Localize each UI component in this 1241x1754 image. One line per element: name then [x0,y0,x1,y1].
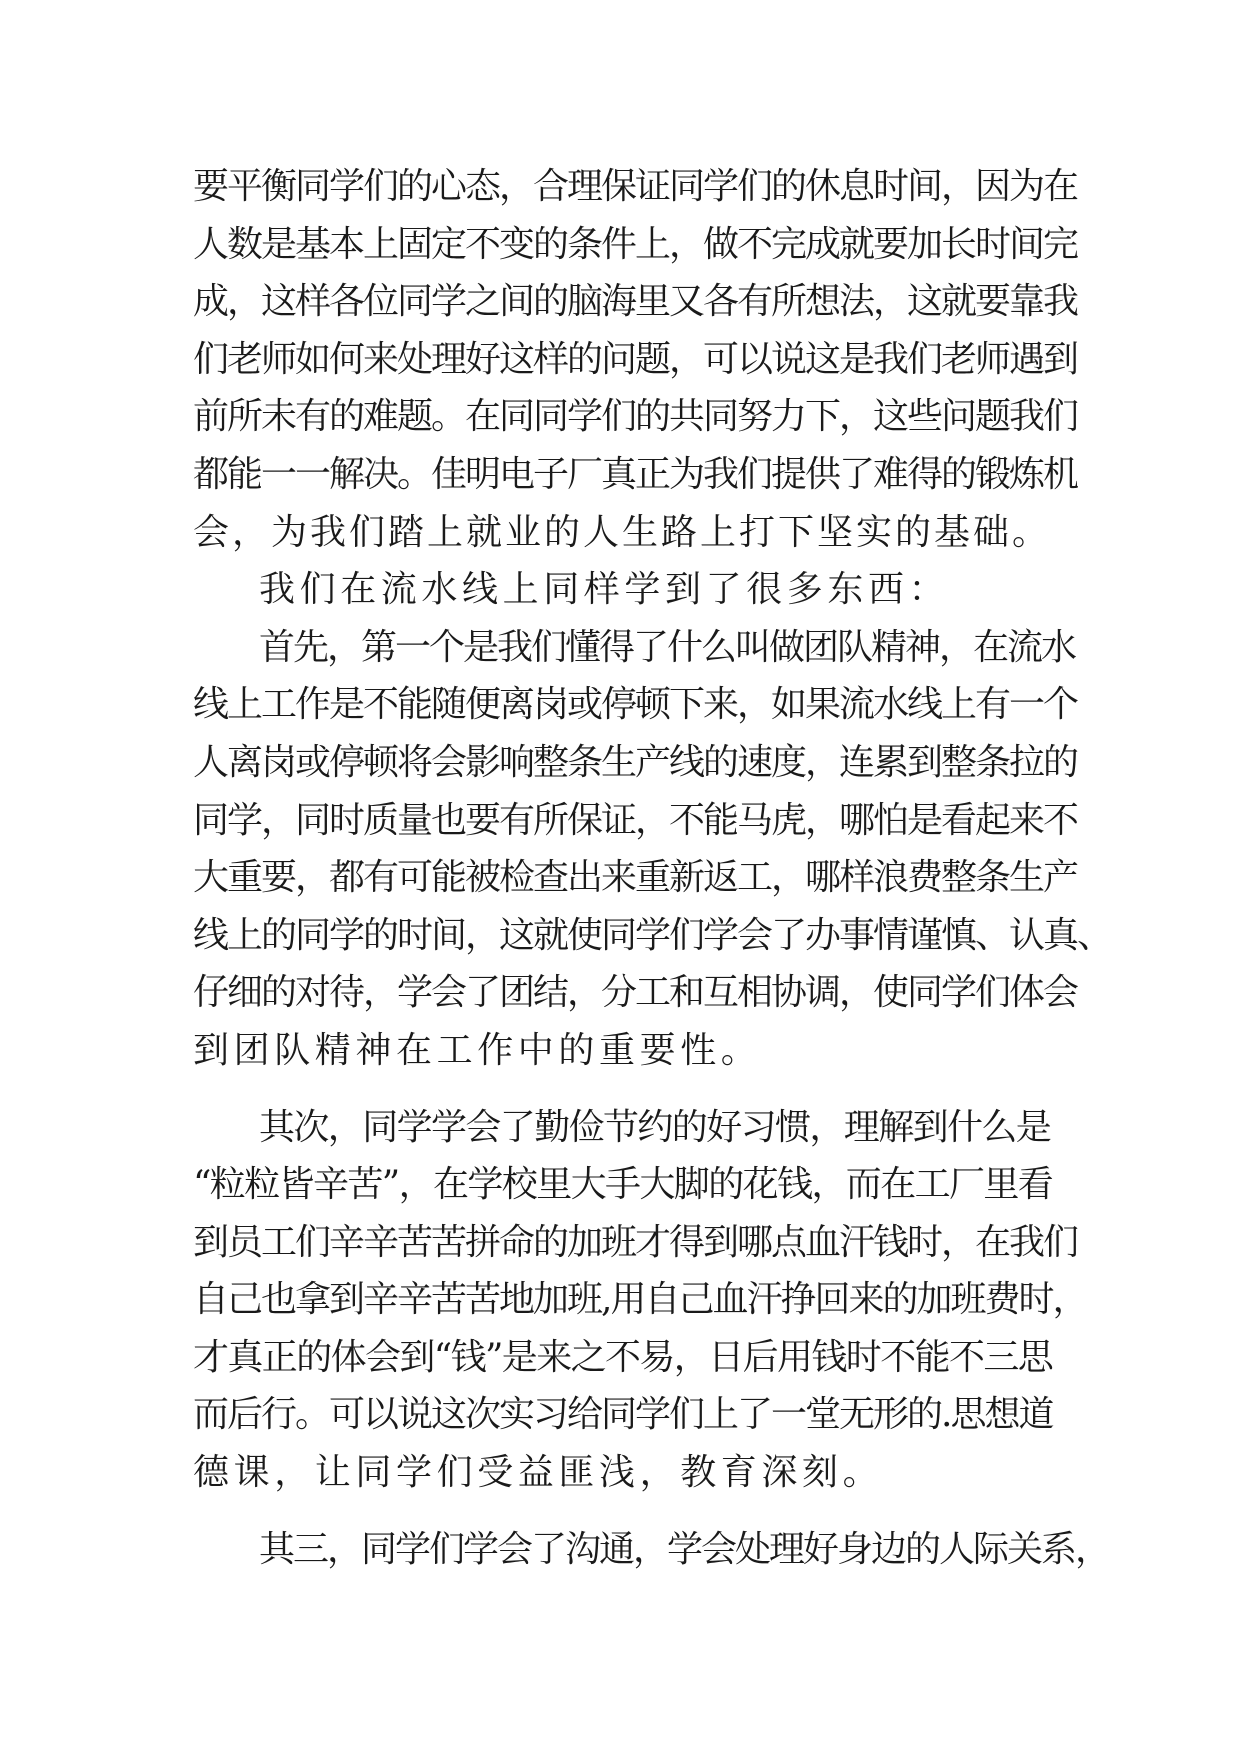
text-line: 到员工们辛辛苦苦拼命的加班才得到哪点血汗钱时，在我们 [193,1221,1078,1263]
text-line: 大重要，都有可能被检查出来重新返工，哪样浪费整条生产 [193,857,1078,899]
text-line: 线上工作是不能随便离岗或停顿下来，如果流水线上有一个 [193,684,1078,726]
text-line: 都能一一解决。佳明电子厂真正为我们提供了难得的锻炼机 [193,453,1078,495]
text-line: 德课，让同学们受益匪浅，教育深刻。 [193,1452,884,1494]
text-line: 自己也拿到辛辛苦苦地加班,用自己血汗挣回来的加班费时， [193,1279,1087,1321]
text-line: 其次，同学学会了勤俭节约的好习惯，理解到什么是 [259,1106,1051,1148]
text-line: 线上的同学的时间，这就使同学们学会了办事情谨慎、认真、 [193,914,1112,956]
body-text [193,158,1112,1578]
text-line: 才真正的体会到“钱”是来之不易，日后用钱时不能不三思 [193,1336,1053,1378]
text-line: 要平衡同学们的心态，合理保证同学们的休息时间，因为在 [193,166,1078,207]
text-line: 仔细的对待，学会了团结，分工和互相协调，使同学们体会 [193,972,1078,1014]
text-line: 而后行。可以说这次实习给同学们上了一堂无形的.思想道 [193,1394,1053,1436]
text-line: “粒粒皆辛苦”，在学校里大手大脚的花钱，而在工厂里看 [193,1164,1053,1206]
text-line: 同学，同时质量也要有所保证，不能马虎，哪怕是看起来不 [193,799,1078,841]
text-line: 人离岗或停顿将会影响整条生产线的速度，连累到整条拉的 [193,741,1078,783]
text-line: 其三，同学们学会了沟通，学会处理好身边的人际关系， [259,1528,1110,1570]
text-line: 前所未有的难题。在同同学们的共同努力下，这些问题我们 [193,396,1078,438]
text-line: 们老师如何来处理好这样的问题，可以说这是我们老师遇到 [193,338,1078,380]
text-line: 人数是基本上固定不变的条件上，做不完成就要加长时间完 [193,223,1078,265]
text-line: 到团队精神在工作中的重要性。 [193,1029,762,1071]
text-line: 成，这样各位同学之间的脑海里又各有所想法，这就要靠我 [193,281,1078,323]
text-line: 我们在流水线上同样学到了很多东西： [259,569,950,611]
text-line: 会，为我们踏上就业的人生路上打下坚实的基础。 [193,511,1052,553]
text-line: 首先，第一个是我们懂得了什么叫做团队精神，在流水 [259,626,1076,668]
